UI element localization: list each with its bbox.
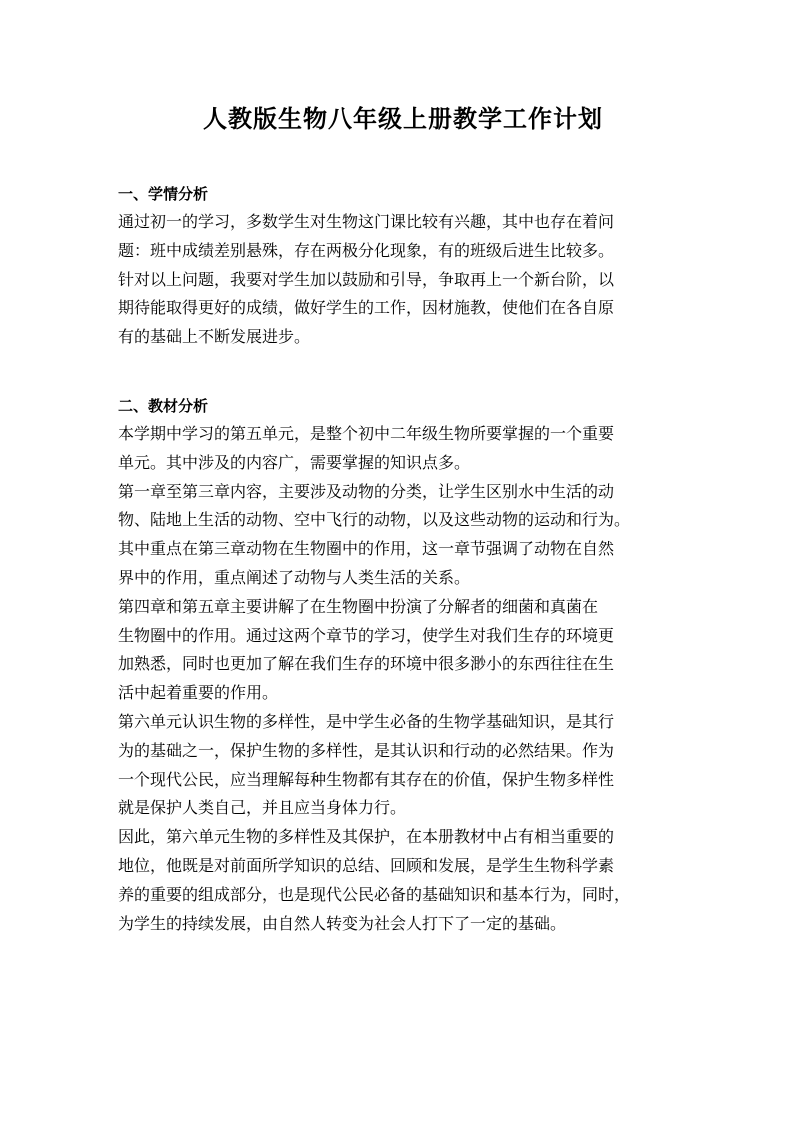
text-line: 地位，他既是对前面所学知识的总结、回顾和发展，是学生生物科学素 — [118, 855, 615, 875]
text-line: 界中的作用，重点阐述了动物与人类生活的关系。 — [118, 567, 471, 587]
text-line: 第六单元认识生物的多样性，是中学生必备的生物学基础知识，是其行 — [118, 711, 615, 731]
text-line: 其中重点在第三章动物在生物圈中的作用，这一章节强调了动物在自然 — [118, 539, 615, 559]
text-line: 第一章至第三章内容，主要涉及动物的分类，让学生区别水中生活的动 — [118, 481, 615, 501]
section-student-analysis — [118, 180, 684, 352]
text-line: 为的基础之一，保护生物的多样性，是其认识和行动的必然结果。作为 — [118, 740, 615, 760]
text-line: 第四章和第五章主要讲解了在生物圈中扮演了分解者的细菌和真菌在 — [118, 596, 599, 616]
text-line: 有的基础上不断发展进步。 — [118, 327, 311, 347]
text-line: 为学生的持续发展，由自然人转变为社会人打下了一定的基础。 — [118, 913, 567, 933]
text-line: 因此，第六单元生物的多样性及其保护，在本册教材中占有相当重要的 — [118, 827, 615, 847]
section-heading: 二、教材分析 — [118, 396, 209, 415]
text-line: 生物圈中的作用。通过这两个章节的学习，使学生对我们生存的环境更 — [118, 625, 615, 645]
section-body — [118, 208, 684, 352]
text-line: 物、陆地上生活的动物、空中飞行的动物，以及这些动物的运动和行为。 — [118, 510, 631, 530]
document-title: 人教版生物八年级上册教学工作计划 — [203, 104, 603, 133]
text-line: 针对以上问题，我要对学生加以鼓励和引导，争取再上一个新台阶，以 — [118, 269, 615, 289]
text-line: 加熟悉，同时也更加了解在我们生存的环境中很多渺小的东西往往在生 — [118, 654, 615, 674]
text-line: 期待能取得更好的成绩，做好学生的工作，因材施教，使他们在各自原 — [118, 298, 615, 318]
text-line: 活中起着重要的作用。 — [118, 683, 279, 703]
text-line: 通过初一的学习，多数学生对生物这门课比较有兴趣，其中也存在着问 — [118, 212, 615, 231]
section-textbook-analysis — [118, 392, 684, 938]
section-heading: 一、学情分析 — [118, 185, 209, 203]
text-line: 题：班中成绩差别悬殊，存在两极分化现象，有的班级后进生比较多。 — [118, 240, 615, 260]
text-line: 就是保护人类自己，并且应当身体力行。 — [118, 798, 407, 818]
text-line: 本学期中学习的第五单元，是整个初中二年级生物所要掌握的一个重要 — [118, 423, 615, 443]
text-line: 单元。其中涉及的内容广，需要掌握的知识点多。 — [118, 452, 471, 472]
text-line: 一个现代公民，应当理解每种生物都有其存在的价值，保护生物多样性 — [118, 769, 615, 789]
section-body — [118, 420, 684, 938]
text-line: 养的重要的组成部分，也是现代公民必备的基础知识和基本行为，同时， — [118, 884, 631, 904]
